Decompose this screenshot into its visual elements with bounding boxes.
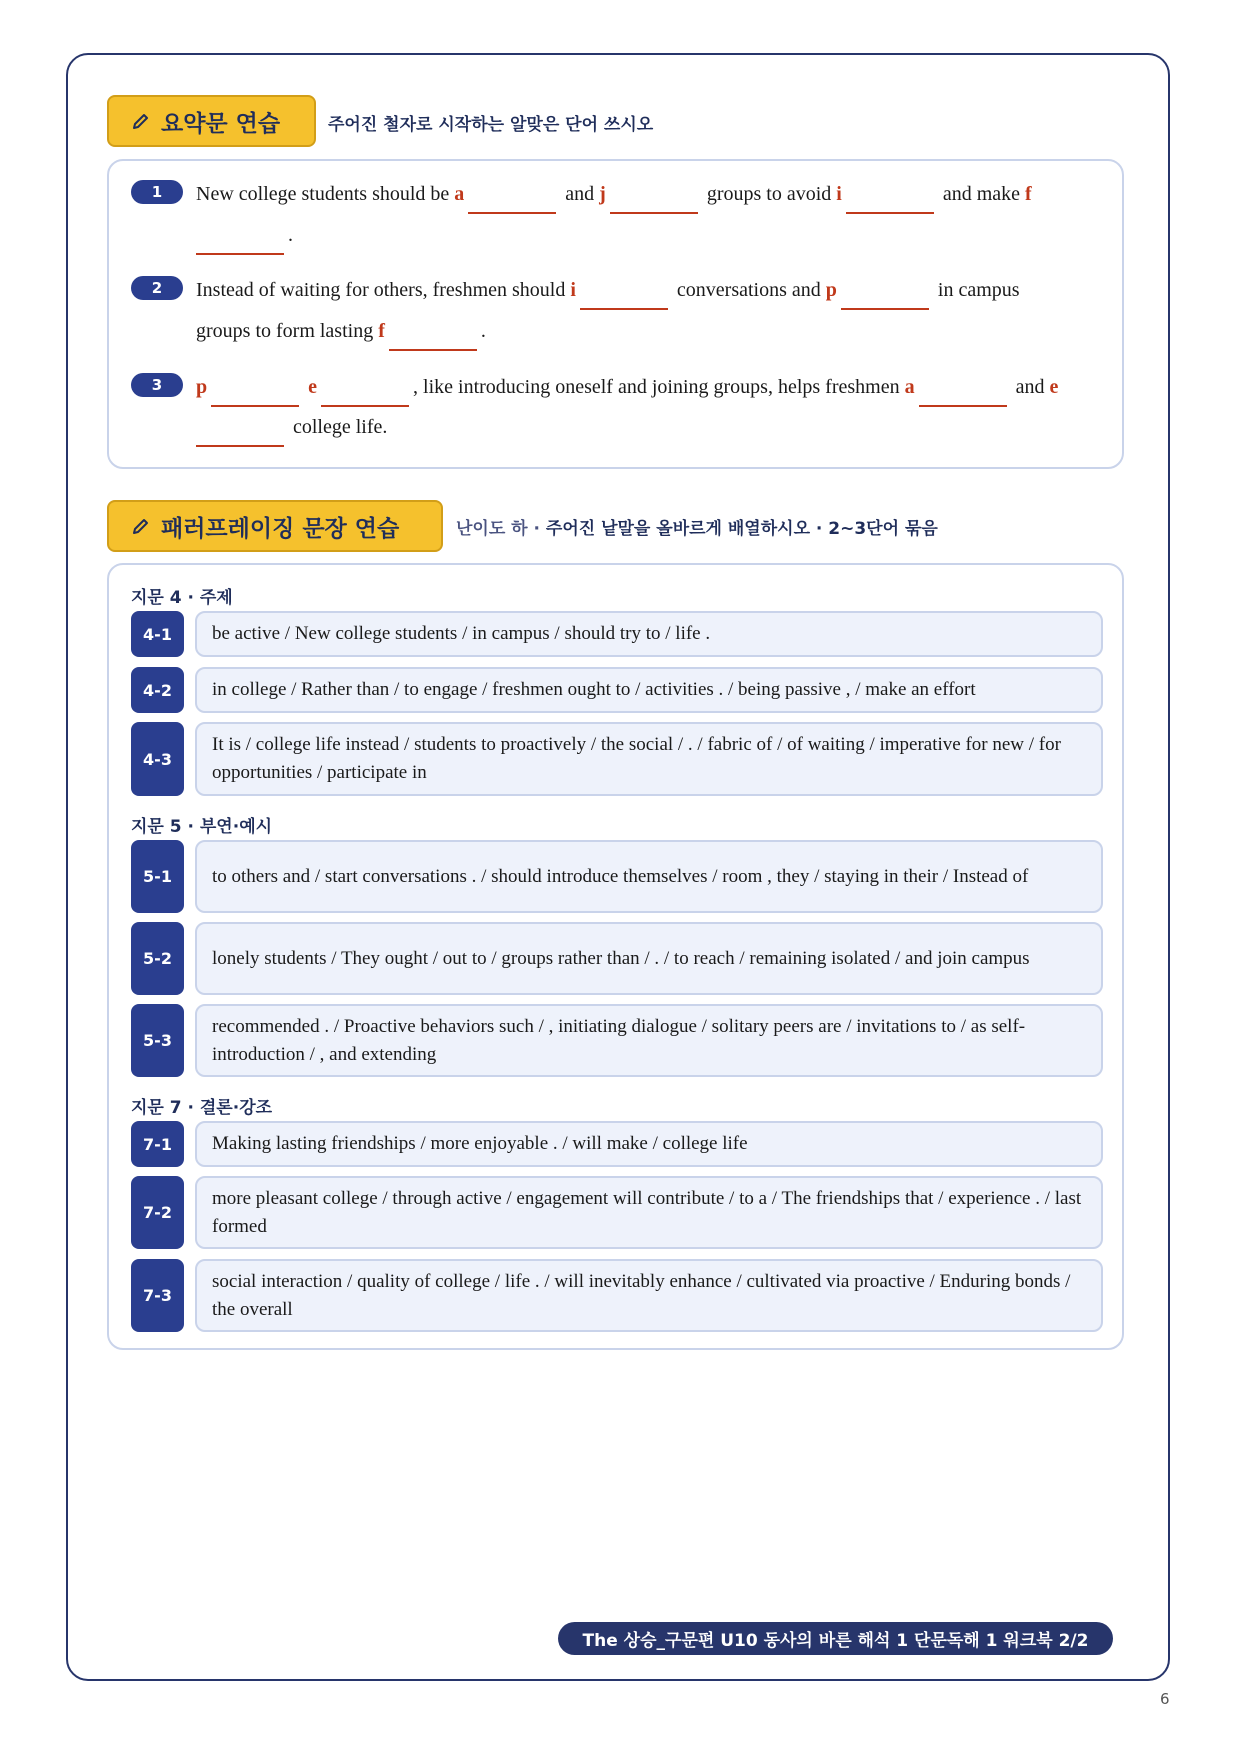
summary-line-2b: groups to form lasting f . <box>196 320 486 351</box>
answer-blank[interactable] <box>846 190 934 214</box>
summary-line-1a: New college students should be a and j groups to avoid i and make f <box>196 183 1032 214</box>
answer-blank[interactable] <box>196 231 284 255</box>
scrambled-words: recommended . / Proactive behaviors such / , initiating dialogue / solitary peers are / invitations to / as self-introduction / , and extending <box>195 1004 1103 1077</box>
summary-title: 요약문 연습 <box>161 110 281 137</box>
question-number: 2 <box>131 276 183 300</box>
scrambled-words: Making lasting friendships / more enjoyable . / will make / college life <box>195 1121 1103 1167</box>
answer-blank[interactable] <box>580 286 668 310</box>
summary-line-1b: . <box>196 224 293 255</box>
answer-blank[interactable] <box>919 383 1007 407</box>
paraphrase-instruction-line <box>456 514 938 539</box>
answer-blank[interactable] <box>468 190 556 214</box>
scrambled-words: social interaction / quality of college / life . / will inevitably enhance / cultivated via proactive / Enduring bonds / the overall <box>195 1259 1103 1332</box>
footer-title: The 상승_구문편 U10 동사의 바른 해석 1 단문독해 1 워크북 2/2 <box>558 1622 1113 1655</box>
answer-blank[interactable] <box>841 286 929 310</box>
item-number-badge: 4-2 <box>131 667 184 713</box>
summary-line-3a: p e , like introducing oneself and joining groups, helps freshmen a and e <box>196 376 1058 407</box>
section-label: 지문 4 · 주제 <box>131 588 233 608</box>
section-label: 지문 5 · 부연·예시 <box>131 817 273 837</box>
answer-blank[interactable] <box>610 190 698 214</box>
item-number-badge: 7-3 <box>131 1259 184 1332</box>
summary-line-3b: college life. <box>196 416 387 447</box>
summary-section-tag <box>107 95 316 147</box>
scrambled-words: in college / Rather than / to engage / freshmen ought to / activities . / being passive , / make an effort <box>195 667 1103 713</box>
scrambled-words: to others and / start conversations . / should introduce themselves / room , they / staying in their / Instead of <box>195 840 1103 913</box>
difficulty-label: 난이도 하 · <box>456 519 540 539</box>
answer-blank[interactable] <box>211 383 299 407</box>
item-number-badge: 7-1 <box>131 1121 184 1167</box>
question-number: 1 <box>131 180 183 204</box>
pencil-icon <box>131 516 151 536</box>
pencil-icon <box>131 111 151 131</box>
paraphrase-instruction: 주어진 낱말을 올바르게 배열하시오 · 2~3단어 묶음 <box>545 519 938 539</box>
page-number: 6 <box>1160 1690 1170 1708</box>
section-label: 지문 7 · 결론·강조 <box>131 1098 273 1118</box>
answer-blank[interactable] <box>321 383 409 407</box>
summary-instruction: 주어진 철자로 시작하는 알맞은 단어 쓰시오 <box>328 115 654 135</box>
answer-blank[interactable] <box>196 423 284 447</box>
scrambled-words: lonely students / They ought / out to / groups rather than / . / to reach / remaining isolated / and join campus <box>195 922 1103 995</box>
paraphrase-title: 패러프레이징 문장 연습 <box>161 515 400 542</box>
scrambled-words: be active / New college students / in campus / should try to / life . <box>195 611 1103 657</box>
question-number: 3 <box>131 373 183 397</box>
paraphrase-section-tag <box>107 500 443 552</box>
item-number-badge: 4-1 <box>131 611 184 657</box>
item-number-badge: 4-3 <box>131 722 184 796</box>
summary-line-2a: Instead of waiting for others, freshmen should i conversations and p in campus <box>196 279 1020 310</box>
answer-blank[interactable] <box>389 327 477 351</box>
item-number-badge: 5-1 <box>131 840 184 913</box>
scrambled-words: more pleasant college / through active / engagement will contribute / to a / The friendships that / experience . / last formed <box>195 1176 1103 1249</box>
scrambled-words: It is / college life instead / students to proactively / the social / . / fabric of / of waiting / imperative for new / for opportunities / participate in <box>195 722 1103 796</box>
item-number-badge: 7-2 <box>131 1176 184 1249</box>
item-number-badge: 5-2 <box>131 922 184 995</box>
item-number-badge: 5-3 <box>131 1004 184 1077</box>
